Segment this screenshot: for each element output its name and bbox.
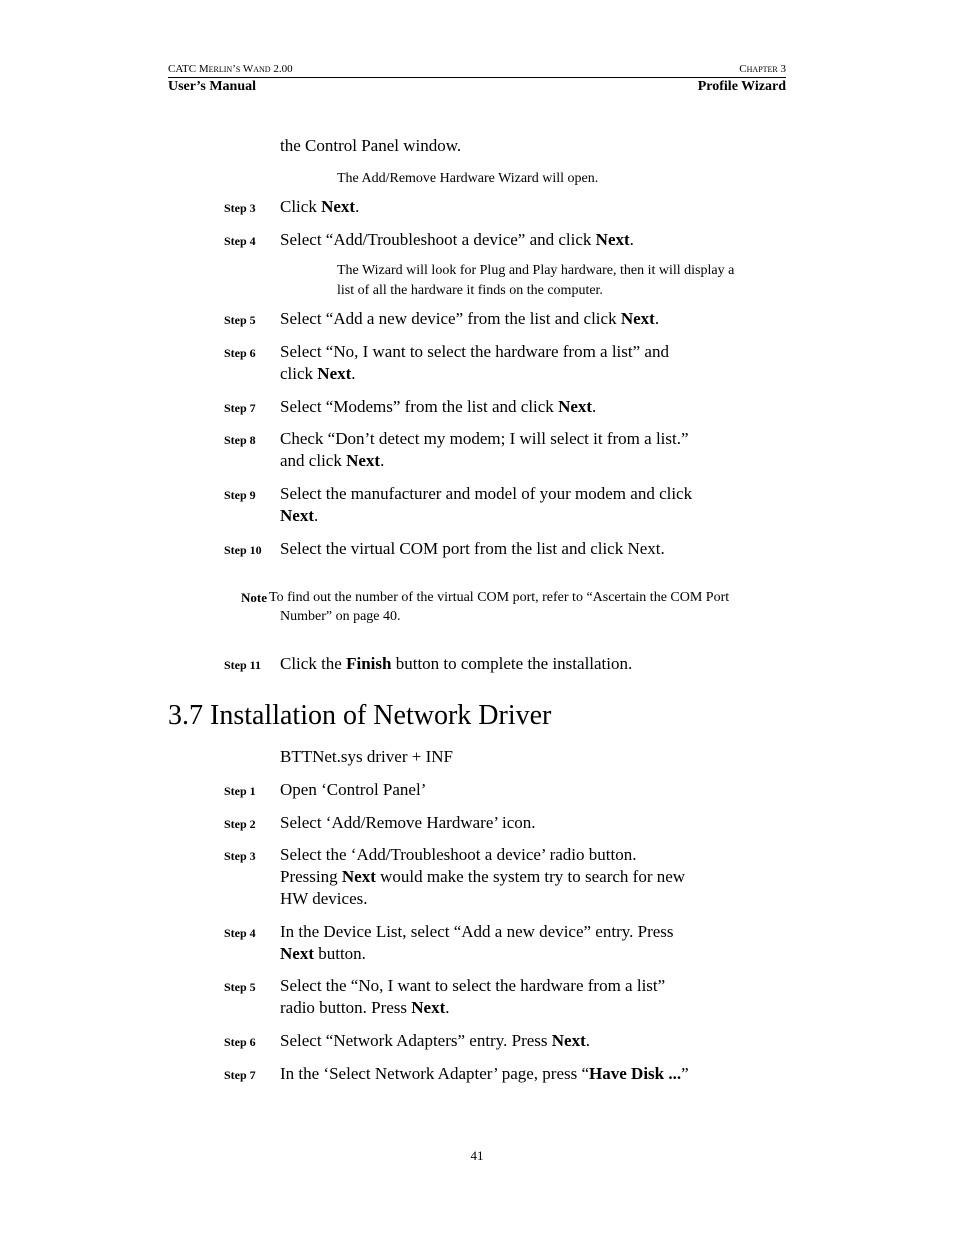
note-text: To find out the number of the virtual COM port, refer to “Ascertain the COM Port Number” on page 40. bbox=[269, 590, 730, 624]
running-header-bottom bbox=[168, 79, 786, 95]
note-label: Note bbox=[241, 590, 267, 605]
step-text: Select the ‘Add/Troubleshoot a device’ radio button. Pressing Next would make the system try to search for new HW devices. bbox=[280, 845, 686, 908]
step-note-line: The Wizard will look for Plug and Play hardware, then it will display a bbox=[337, 263, 735, 278]
step-label: Step 5 bbox=[224, 313, 256, 327]
step-text: Select “Add/Troubleshoot a device” and click Next. bbox=[280, 230, 634, 249]
step-label: Step 9 bbox=[224, 488, 256, 502]
step-label: Step 4 bbox=[224, 926, 256, 940]
page-number: 41 bbox=[470, 1148, 484, 1163]
running-header-top bbox=[168, 63, 786, 75]
step-label: Step 11 bbox=[224, 658, 262, 672]
continuation-text: the Control Panel window. bbox=[280, 136, 462, 155]
step-text: Select “No, I want to select the hardware from a list” and click Next. bbox=[280, 342, 669, 383]
step-label: Step 8 bbox=[224, 433, 256, 447]
step-label: Step 6 bbox=[224, 1035, 256, 1049]
step-text: Click the Finish button to complete the installation. bbox=[280, 654, 633, 673]
step-text: Click Next. bbox=[280, 197, 360, 216]
step-note-line: list of all the hardware it finds on the computer. bbox=[337, 283, 603, 298]
step-label: Step 7 bbox=[224, 1068, 256, 1082]
step-text: Select “Modems” from the list and click Next. bbox=[280, 397, 597, 416]
step-text: In the ‘Select Network Adapter’ page, press “Have Disk ...” bbox=[280, 1064, 689, 1083]
step-text: Select the “No, I want to select the hardware from a list” radio button. Press Next. bbox=[280, 976, 666, 1017]
step-label: Step 10 bbox=[224, 543, 262, 557]
step-label: Step 4 bbox=[224, 234, 256, 248]
step-text: Open ‘Control Panel’ bbox=[280, 780, 427, 799]
step-text: Select ‘Add/Remove Hardware’ icon. bbox=[280, 813, 536, 832]
header-chapter: Chapter 3 bbox=[739, 63, 786, 75]
step-text: Select “Network Adapters” entry. Press Next. bbox=[280, 1031, 590, 1050]
step-label: Step 1 bbox=[224, 784, 256, 798]
header-rule bbox=[168, 77, 786, 78]
sub-note: The Add/Remove Hardware Wizard will open. bbox=[337, 171, 599, 186]
step-label: Step 3 bbox=[224, 201, 256, 215]
section-heading: 3.7 Installation of Network Driver bbox=[168, 700, 552, 731]
step-label: Step 7 bbox=[224, 401, 256, 415]
header-section: Profile Wizard bbox=[697, 79, 786, 94]
step-text: Select “Add a new device” from the list and click Next. bbox=[280, 309, 660, 328]
step-label: Step 5 bbox=[224, 980, 256, 994]
step-text: Check “Don’t detect my modem; I will select it from a list.” and click Next. bbox=[280, 429, 689, 470]
section-subtitle: BTTNet.sys driver + INF bbox=[280, 747, 453, 766]
header-manual: User’s Manual bbox=[168, 79, 257, 94]
step-label: Step 6 bbox=[224, 346, 256, 360]
step-text: In the Device List, select “Add a new device” entry. Press Next button. bbox=[280, 922, 674, 963]
step-label: Step 2 bbox=[224, 817, 256, 831]
step-text: Select the manufacturer and model of your modem and click Next. bbox=[280, 484, 693, 525]
step-text: Select the virtual COM port from the list and click Next. bbox=[280, 539, 665, 558]
header-product: CATC Merlin’s Wand 2.00 bbox=[168, 63, 293, 75]
step-label: Step 3 bbox=[224, 849, 256, 863]
